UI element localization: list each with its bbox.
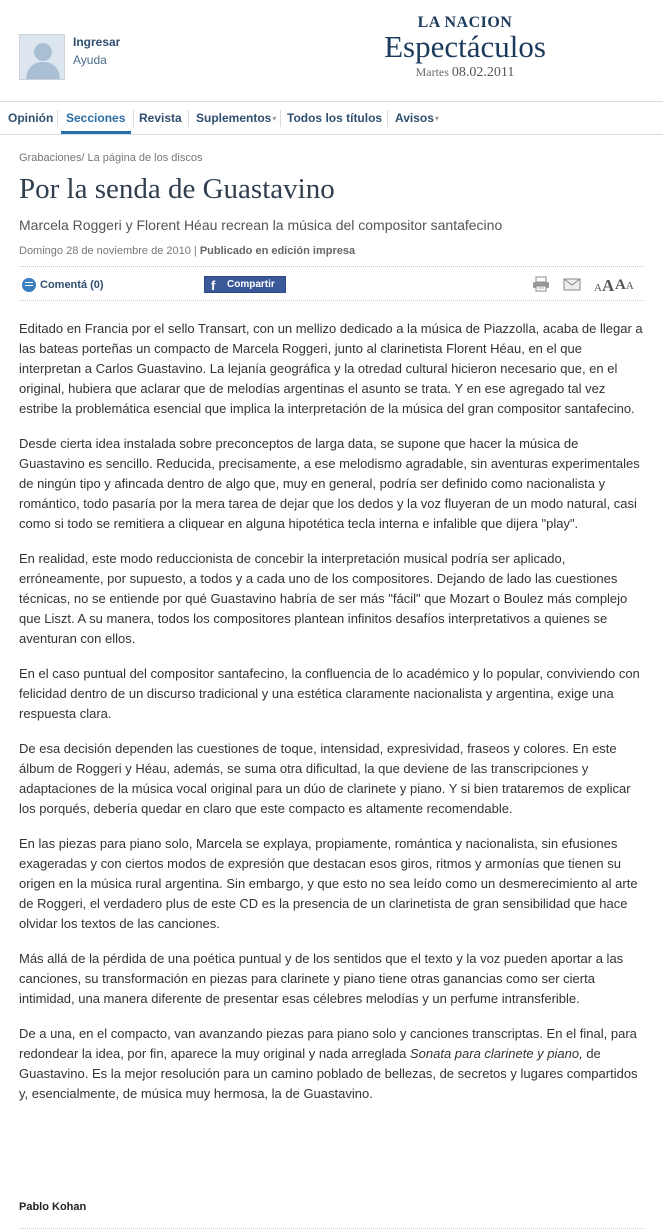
facebook-share-button[interactable] [204,276,286,293]
user-avatar[interactable] [19,34,65,80]
nav-item-todos-los-titulos[interactable]: Todos los títulos [287,111,383,125]
nav-item-revista[interactable]: Revista [139,111,182,125]
nav-item-avisos[interactable] [395,111,439,125]
nav-divider [133,110,134,127]
print-icon[interactable] [532,276,550,292]
header-weekday: Martes [415,65,449,79]
article-author: Pablo Kohan [19,1201,87,1213]
work-title: Sonata para clarinete y piano, [409,1046,583,1061]
chevron-down-icon: ▾ [434,114,439,123]
article-paragraph: De esa decisión dependen las cuestiones de toque, intensidad, expresividad, fraseos y colores. En este álbum de Roggeri y Héau, además, se suma otra dificultad, la que deviene de las transcripciones y adaptaciones de la música vocal original para un dúo de clarinete y piano. Y si bien trataremos de explicar los porqués, debería quedar en claro que este compacto es altamente recomendable. [19,741,631,816]
article-paragraph: Desde cierta idea instalada sobre preconceptos de larga data, se supone que hacer la música de Guastavino es sencillo. Reducida, precisamente, a ese melodismo agradable, sin aventuras experimentales de ningún tipo y afincada dentro de algo que, muy en general, podría ser definido como nacionalista y romántico, todo pasaría por la mera tarea de dejar que los dedos y la voz fluyeran de un modo natural, casi como si todo se remitiera a cliquear en alguna hipotética tecla interna e infalible que dijera "play". [19,436,640,531]
article-dateline [19,245,355,257]
article-paragraph: En el caso puntual del compositor santafecino, la confluencia de lo académico y lo popular, conviviendo con felicidad dentro de un discurso tradicional y una estética claramente nacionalista y argentina, exige una respuesta clara. [19,666,640,721]
share-label: Compartir [227,279,275,290]
font-increase-small-a: A [594,282,602,294]
main-nav [0,101,663,135]
comment-icon[interactable] [22,278,36,292]
divider [19,300,644,301]
font-decrease-button[interactable] [615,276,634,294]
article-paragraph: Editado en Francia por el sello Transart, con un mellizo dedicado a la música de Piazzolla, acaba de llegar a las bateas porteñas un compacto de Marcela Roggeri, junto al clarinetista Florent Héau, en el que interpretan a Carlos Guastavino. La lejanía geográfica y la otredad cultural hicieron necesario que, en el original, hubiera que aclarar que de melodías argentinas el asunto se trata. Y en ese agregado tal vez estribe la problemática esencial que implica la interpretación de la música del gran compositor santafecino. [19,321,643,416]
article-paragraph: En las piezas para piano solo, Marcela se explaya, propiamente, romántica y nacionalista, sin efusiones exageradas y con ciertos modos de expresión que destacan esos giros, ritmos y armonías que tienen su origen en la música rural argentina. Sin embargo, y que esto no sea leído como un desmerecimiento al arte de Roggeri, el verdadero plus de este CD es la presencia de un clarinetista de gran sensibilidad que hace olvidar los textos de las canciones. [19,836,638,931]
breadcrumb[interactable]: Grabaciones/ La página de los discos [19,152,203,164]
nav-item-suplementos[interactable] [196,111,276,125]
brand-name: LA NACION [417,14,513,31]
nav-item-secciones[interactable]: Secciones [66,111,126,125]
login-link[interactable]: Ingresar [73,35,121,49]
nav-item-avisos-label: Avisos [395,111,434,125]
nav-divider [387,110,388,127]
article-paragraph: Más allá de la pérdida de una poética puntual y de los sentidos que el texto y la voz pueden aportar a las canciones, su transformación en piezas para clarinete y piano tiene otras ganancias como ser cierta intimidad, una manera diferente de presentar esas célebres melodías y un perfume intransferible. [19,951,624,1006]
section-name: Espectáculos [384,29,546,64]
article-paragraph: En realidad, este modo reduccionista de concebir la interpretación musical podría ser aplicado, erróneamente, por supuesto, a todos y a cada uno de los compositores. Dejando de lado las cuestiones técnicas, no se entiende por qué Guastavino habría de ser más "fácil" que Mozart o Boulez más complejo que Liszt. A su manera, todos los compositores plantean infinitos desafíos interpretativos a quienes se aventuran con ellos. [19,551,628,646]
nav-active-indicator [61,131,131,134]
article-title: Por la senda de Guastavino [19,173,335,205]
nav-item-suplementos-label: Suplementos [196,111,272,125]
email-icon[interactable] [563,277,581,291]
help-link[interactable]: Ayuda [73,53,107,67]
facebook-icon: f [211,278,216,293]
page-header [0,0,663,100]
paragraph-text: De a una, en el compacto, van avanzando piezas para piano solo y canciones transcriptas. En el final, para redondear la idea, por fin, aparece la muy original y nada arreglada [19,1026,637,1061]
divider [19,266,644,267]
font-decrease-big-a: A [615,277,626,293]
nav-divider [188,110,189,127]
font-increase-big-a: A [601,276,615,295]
font-decrease-small-a: A [625,280,634,292]
divider [19,1228,644,1229]
article-body [19,319,645,1119]
header-date-value: 08.02.2011 [451,65,515,80]
nav-divider [280,110,281,127]
site-brand[interactable] [365,14,565,81]
comments-link[interactable]: Comentá (0) [40,279,104,291]
nav-item-opinion[interactable]: Opinión [8,111,54,125]
chevron-down-icon: ▾ [272,114,277,123]
article-date: Domingo 28 de noviembre de 2010 | [19,245,197,257]
nav-divider [57,110,58,127]
article-subtitle: Marcela Roggeri y Florent Héau recrean la música del compositor santafecino [19,217,503,233]
article-paragraph [19,1024,645,1104]
header-date [365,65,565,81]
user-silhouette-icon [20,35,65,80]
paragraph-text: de Guastavino. Es la mejor resolución para un camino poblado de bellezas, de secretos y lugares compartidos y, esencialmente, de música muy hermosa, la de Guastavino. [19,1046,638,1101]
font-increase-button[interactable] [594,276,614,296]
edition-note: Publicado en edición impresa [199,245,356,257]
